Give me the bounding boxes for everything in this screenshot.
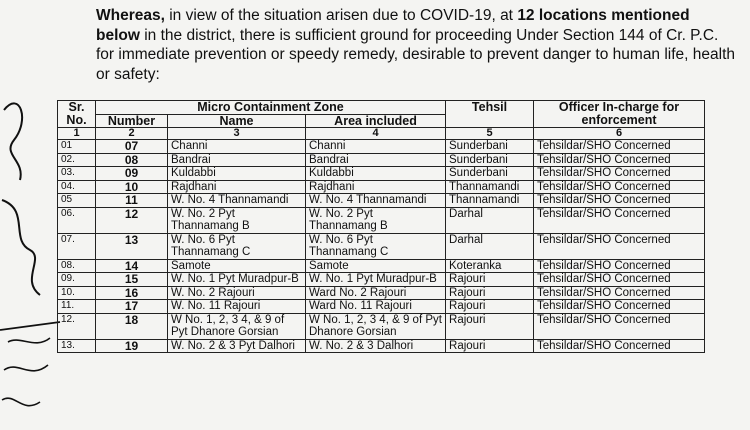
name-cell: W. No. 2 Rajouri: [168, 286, 306, 300]
number-cell: 07: [96, 140, 168, 154]
tehsil-cell: Sunderbani: [446, 153, 534, 167]
number-cell: 13: [96, 233, 168, 259]
tehsil-cell: Thannamandi: [446, 194, 534, 208]
name-cell: W. No. 2 & 3 Pyt Dalhori: [168, 339, 306, 353]
area-cell: Ward No. 2 Rajouri: [306, 286, 446, 300]
tehsil-cell: Rajouri: [446, 273, 534, 287]
sr-cell: 08.: [58, 259, 96, 273]
header-tehsil: Tehsil: [446, 101, 534, 128]
tehsil-cell: Rajouri: [446, 300, 534, 314]
tehsil-cell: Thannamandi: [446, 180, 534, 194]
sr-cell: 06.: [58, 207, 96, 233]
tehsil-cell: Rajouri: [446, 339, 534, 353]
officer-cell: Tehsildar/SHO Concerned: [534, 140, 705, 154]
tehsil-cell: Rajouri: [446, 313, 534, 339]
table-row: [58, 313, 705, 339]
number-cell: 14: [96, 259, 168, 273]
number-cell: 15: [96, 273, 168, 287]
number-cell: 16: [96, 286, 168, 300]
area-cell: W. No. 2 Pyt Thannamang B: [306, 207, 446, 233]
sr-cell: 03.: [58, 167, 96, 181]
officer-cell: Tehsildar/SHO Concerned: [534, 207, 705, 233]
preamble-paragraph: [96, 6, 736, 84]
officer-cell: Tehsildar/SHO Concerned: [534, 167, 705, 181]
number-cell: 18: [96, 313, 168, 339]
sr-cell: 13.: [58, 339, 96, 353]
sr-cell: 09.: [58, 273, 96, 287]
col-index: 6: [534, 128, 705, 140]
tehsil-cell: Rajouri: [446, 286, 534, 300]
table-row: [58, 140, 705, 154]
header-sr-no: Sr. No.: [58, 101, 96, 128]
tehsil-cell: Koteranka: [446, 259, 534, 273]
area-cell: Ward No. 11 Rajouri: [306, 300, 446, 314]
number-cell: 11: [96, 194, 168, 208]
handwritten-signature-scribble: [0, 80, 62, 430]
header-name: Name: [168, 114, 306, 128]
name-cell: Channi: [168, 140, 306, 154]
officer-cell: Tehsildar/SHO Concerned: [534, 259, 705, 273]
header-number: Number: [96, 114, 168, 128]
officer-cell: Tehsildar/SHO Concerned: [534, 153, 705, 167]
mentioned-below: mentioned below: [96, 7, 690, 44]
table-row: [58, 286, 705, 300]
table-row: [58, 194, 705, 208]
col-index: 2: [96, 128, 168, 140]
number-cell: 08: [96, 153, 168, 167]
sr-cell: 04.: [58, 180, 96, 194]
table-row: [58, 207, 705, 233]
table-row: [58, 167, 705, 181]
number-cell: 12: [96, 207, 168, 233]
area-cell: Bandrai: [306, 153, 446, 167]
area-cell: W. No. 2 & 3 Dalhori: [306, 339, 446, 353]
officer-cell: Tehsildar/SHO Concerned: [534, 339, 705, 353]
tehsil-cell: Sunderbani: [446, 140, 534, 154]
number-cell: 09: [96, 167, 168, 181]
number-cell: 19: [96, 339, 168, 353]
number-cell: 10: [96, 180, 168, 194]
area-cell: W. No. 4 Thannamandi: [306, 194, 446, 208]
header-area-included: Area included: [306, 114, 446, 128]
table-row: [58, 153, 705, 167]
area-cell: Kuldabbi: [306, 167, 446, 181]
sr-cell: 11.: [58, 300, 96, 314]
officer-cell: Tehsildar/SHO Concerned: [534, 233, 705, 259]
area-cell: W. No. 1 Pyt Muradpur-B: [306, 273, 446, 287]
name-cell: W No. 1, 2, 3 4, & 9 of Pyt Dhanore Gorsian: [168, 313, 306, 339]
table-row: [58, 273, 705, 287]
name-cell: Kuldabbi: [168, 167, 306, 181]
tehsil-cell: Darhal: [446, 207, 534, 233]
name-cell: Samote: [168, 259, 306, 273]
officer-cell: Tehsildar/SHO Concerned: [534, 273, 705, 287]
officer-cell: Tehsildar/SHO Concerned: [534, 180, 705, 194]
preamble-text-1: in view of the situation arisen due to COVID-19, at: [164, 7, 518, 24]
area-cell: Rajdhani: [306, 180, 446, 194]
name-cell: Bandrai: [168, 153, 306, 167]
number-cell: 17: [96, 300, 168, 314]
area-cell: Channi: [306, 140, 446, 154]
area-cell: Samote: [306, 259, 446, 273]
name-cell: W. No. 6 Pyt Thannamang C: [168, 233, 306, 259]
officer-cell: Tehsildar/SHO Concerned: [534, 286, 705, 300]
whereas-lead: Whereas,: [96, 7, 165, 24]
sr-cell: 10.: [58, 286, 96, 300]
table-row: [58, 339, 705, 353]
tehsil-cell: Darhal: [446, 233, 534, 259]
header-micro-containment-zone: Micro Containment Zone: [96, 101, 446, 115]
officer-cell: Tehsildar/SHO Concerned: [534, 194, 705, 208]
name-cell: W. No. 11 Rajouri: [168, 300, 306, 314]
col-index: 5: [446, 128, 534, 140]
sr-cell: 01: [58, 140, 96, 154]
name-cell: W. No. 1 Pyt Muradpur-B: [168, 273, 306, 287]
table-row: [58, 259, 705, 273]
tehsil-cell: Sunderbani: [446, 167, 534, 181]
col-index: 3: [168, 128, 306, 140]
col-index: 4: [306, 128, 446, 140]
col-index: 1: [58, 128, 96, 140]
table-row: [58, 300, 705, 314]
column-index-row: [58, 128, 705, 140]
sr-cell: 12.: [58, 313, 96, 339]
name-cell: W. No. 2 Pyt Thannamang B: [168, 207, 306, 233]
area-cell: W No. 1, 2, 3 4, & 9 of Pyt Dhanore Gorsian: [306, 313, 446, 339]
table-row: [58, 233, 705, 259]
sr-cell: 02.: [58, 153, 96, 167]
containment-zone-table: [57, 100, 705, 353]
sr-cell: 05: [58, 194, 96, 208]
location-count: 12 locations: [517, 7, 607, 24]
table-row: [58, 180, 705, 194]
name-cell: Rajdhani: [168, 180, 306, 194]
officer-cell: Tehsildar/SHO Concerned: [534, 300, 705, 314]
sr-cell: 07.: [58, 233, 96, 259]
area-cell: W. No. 6 Pyt Thannamang C: [306, 233, 446, 259]
header-officer: Officer In-charge for enforcement: [534, 101, 705, 128]
name-cell: W. No. 4 Thannamandi: [168, 194, 306, 208]
officer-cell: Tehsildar/SHO Concerned: [534, 313, 705, 339]
preamble-text-2: in the district, there is sufficient ground for proceeding Under Section 144 of Cr. P.C. for immediate prevention or speedy remedy, desirable to prevent danger to human life, health or safety:: [96, 26, 736, 83]
